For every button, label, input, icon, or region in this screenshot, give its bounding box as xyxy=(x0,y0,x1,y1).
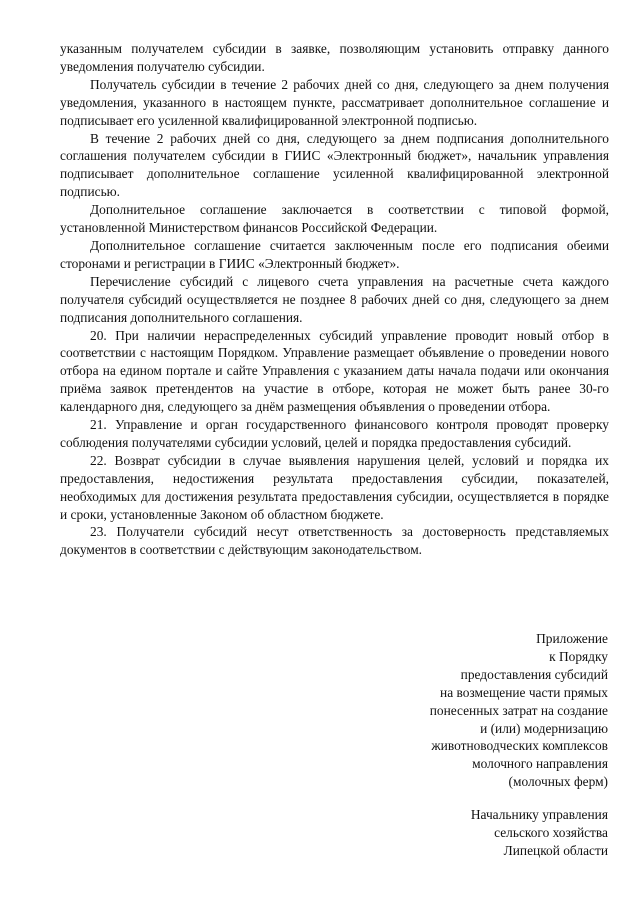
document-body xyxy=(60,40,609,559)
paragraph: Дополнительное соглашение заключается в соответствии с типовой формой, установленной Министерством финансов Российской Федерации. xyxy=(60,202,609,236)
appendix-line: Приложение xyxy=(536,631,608,646)
paragraph: Дополнительное соглашение считается заключенным после его подписания обеими сторонами и регистрации в ГИИС «Электронный бюджет». xyxy=(60,237,609,271)
appendix-line: и (или) модернизацию xyxy=(480,720,608,736)
appendix-line: к Порядку xyxy=(549,648,608,664)
paragraph: Перечисление субсидий с лицевого счета управления на расчетные счета каждого получателя субсидий осуществляется не позднее 8 рабочих дней со дня, следующего за днем подписания дополнительного соглашения. xyxy=(60,273,609,325)
paragraph-item-21: 21. Управление и орган государственного финансового контроля проводят проверку соблюдения получателями субсидии условий, целей и порядка предоставления субсидий. xyxy=(60,417,609,450)
paragraph: В течение 2 рабочих дней со дня, следующего за днем подписания дополнительного соглашения получателем субсидии в ГИИС «Электронный бюджет», начальник управления подписывает дополнительное соглашение усиленной квалифицированной электронной подписью. xyxy=(60,130,609,200)
appendix-line: предоставления субсидий xyxy=(460,666,608,682)
appendix-line: молочного направления xyxy=(472,756,608,772)
appendix-line: (молочных ферм) xyxy=(508,774,608,790)
addressee-line: сельского хозяйства xyxy=(494,824,608,840)
addressee-line: Начальнику управления xyxy=(470,807,608,822)
appendix-heading xyxy=(308,630,608,791)
appendix-line: на возмещение части прямых xyxy=(440,684,608,700)
paragraph: указанным получателем субсидии в заявке, позволяющим установить отправку данного уведомления получателю субсидии. xyxy=(60,41,609,74)
paragraph-item-20: 20. При наличии нераспределенных субсидий управление проводит новый отбор в соответствии с настоящим Порядком. Управление размещает объявление о проведении нового отбора на едином портале и сайте Управления с указанием даты начала подачи или окончания приёма заявок претендентов на участие в отборе, которая не может быть ранее 30-го календарного дня, следующего за днём размещения объявления о проведении отбора. xyxy=(60,327,609,415)
addressee-line: Липецкой области xyxy=(503,842,608,858)
paragraph: Получатель субсидии в течение 2 рабочих дней со дня, следующего за днем получения уведомления, указанного в настоящем пункте, рассматривает дополнительное соглашение и подписывает его усиленной квалифицированной электронной подписью. xyxy=(60,76,609,128)
appendix-line: животноводческих комплексов xyxy=(431,738,608,754)
addressee-block xyxy=(308,806,608,860)
paragraph-item-22: 22. Возврат субсидии в случае выявления нарушения целей, условий и порядка их предоставления, недостижения результата предоставления субсидии, показателей, необходимых для достижения результата предоставления субсидии, осуществляется в порядке и сроки, установленные Законом об областном бюджете. xyxy=(60,452,609,522)
appendix-line: понесенных затрат на создание xyxy=(429,702,608,718)
paragraph-item-23: 23. Получатели субсидий несут ответственность за достоверность представляемых документов в соответствии с действующим законодательством. xyxy=(60,524,609,558)
